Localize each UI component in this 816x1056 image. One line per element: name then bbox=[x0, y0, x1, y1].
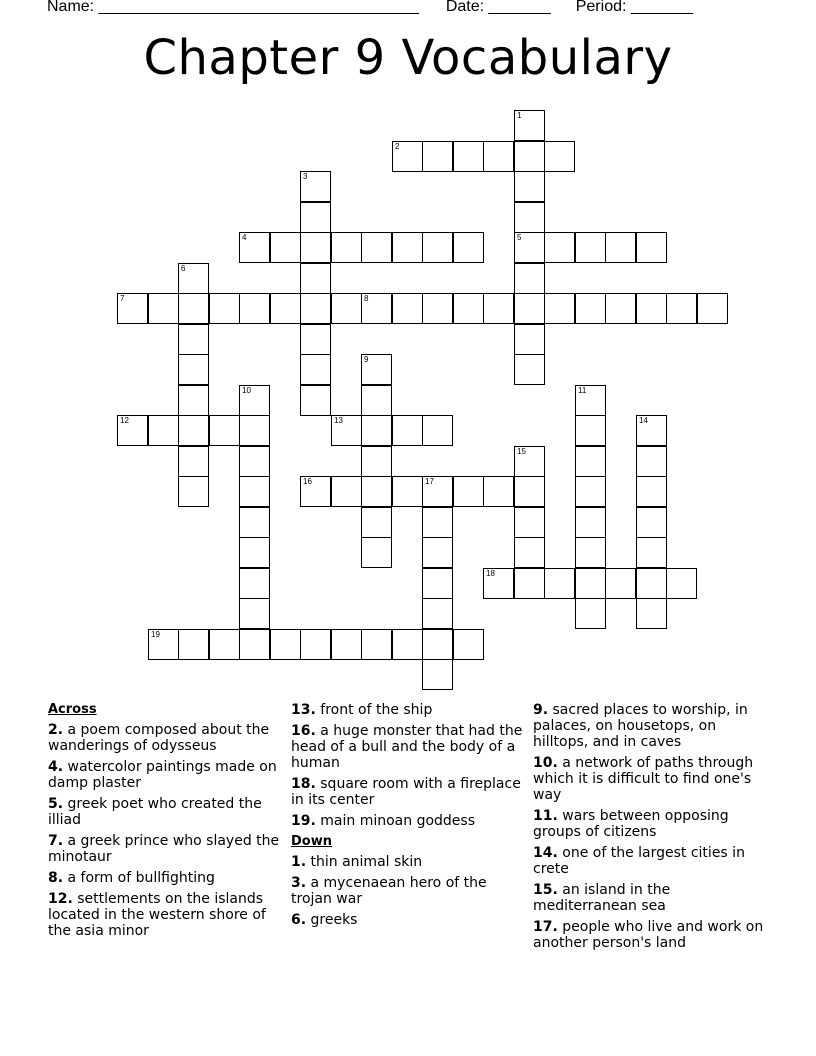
crossword-cell[interactable] bbox=[575, 385, 606, 416]
crossword-cell[interactable] bbox=[514, 263, 545, 294]
crossword-cell[interactable] bbox=[544, 293, 575, 324]
crossword-cell[interactable] bbox=[575, 293, 606, 324]
crossword-cell[interactable] bbox=[178, 476, 209, 507]
crossword-cell[interactable] bbox=[514, 446, 545, 477]
crossword-cell[interactable] bbox=[483, 568, 514, 599]
crossword-cell[interactable] bbox=[331, 232, 362, 263]
crossword-cell[interactable] bbox=[636, 476, 667, 507]
crossword-cell[interactable] bbox=[453, 293, 484, 324]
crossword-cell[interactable] bbox=[605, 568, 636, 599]
crossword-cell[interactable] bbox=[239, 507, 270, 538]
crossword-cell[interactable] bbox=[514, 537, 545, 568]
crossword-cell[interactable] bbox=[361, 354, 392, 385]
crossword-cell[interactable] bbox=[636, 232, 667, 263]
crossword-cell[interactable] bbox=[453, 141, 484, 172]
clue-item: 1. thin animal skin bbox=[291, 854, 423, 870]
crossword-cell[interactable] bbox=[239, 446, 270, 477]
clue-number: 13 bbox=[334, 416, 343, 425]
clue-item: 10. a network of paths through which it is difficult to find one's way bbox=[533, 755, 754, 803]
crossword-cell[interactable] bbox=[239, 232, 270, 263]
clue-number: 4 bbox=[242, 233, 247, 242]
crossword-cell[interactable] bbox=[514, 202, 545, 233]
crossword-cell[interactable] bbox=[514, 324, 545, 355]
clue-number: 7 bbox=[120, 294, 125, 303]
crossword-cell[interactable] bbox=[666, 568, 697, 599]
crossword-cell[interactable] bbox=[117, 415, 148, 446]
crossword-cell[interactable] bbox=[453, 629, 484, 660]
clue-column-2 bbox=[291, 700, 526, 933]
clue-item: 18. square room with a fireplace in its center bbox=[291, 776, 521, 808]
crossword-cell[interactable] bbox=[636, 415, 667, 446]
crossword-cell[interactable] bbox=[178, 354, 209, 385]
crossword-cell[interactable] bbox=[636, 446, 667, 477]
crossword-cell[interactable] bbox=[270, 293, 301, 324]
crossword-cell[interactable] bbox=[422, 537, 453, 568]
crossword-cell[interactable] bbox=[300, 232, 331, 263]
clue-number: 1 bbox=[517, 111, 522, 120]
crossword-cell[interactable] bbox=[239, 293, 270, 324]
crossword-cell[interactable] bbox=[239, 568, 270, 599]
crossword-cell[interactable] bbox=[422, 232, 453, 263]
crossword-cell[interactable] bbox=[239, 415, 270, 446]
crossword-cell[interactable] bbox=[514, 354, 545, 385]
clue-item: 6. greeks bbox=[291, 912, 358, 928]
crossword-cell[interactable] bbox=[331, 629, 362, 660]
crossword-cell[interactable] bbox=[422, 568, 453, 599]
crossword-cell[interactable] bbox=[331, 293, 362, 324]
crossword-cell[interactable] bbox=[148, 415, 179, 446]
date-field[interactable]: _______ bbox=[488, 0, 551, 15]
crossword-cell[interactable] bbox=[300, 324, 331, 355]
crossword-cell[interactable] bbox=[178, 293, 209, 324]
crossword-cell[interactable] bbox=[422, 415, 453, 446]
clue-item: 9. sacred places to worship, in palaces, on housetops, on hilltops, and in caves bbox=[533, 702, 748, 750]
crossword-cell[interactable] bbox=[697, 293, 728, 324]
crossword-cell[interactable] bbox=[514, 293, 545, 324]
clue-list-col1 bbox=[48, 722, 283, 939]
crossword-cell[interactable] bbox=[605, 293, 636, 324]
crossword-cell[interactable] bbox=[636, 507, 667, 538]
clue-item: 8. a form of bullfighting bbox=[48, 870, 215, 886]
crossword-cell[interactable] bbox=[361, 629, 392, 660]
crossword-cell[interactable] bbox=[575, 232, 606, 263]
across-heading: Across bbox=[48, 702, 97, 717]
crossword-cell[interactable] bbox=[422, 507, 453, 538]
crossword-cell[interactable] bbox=[331, 476, 362, 507]
clue-number: 10 bbox=[242, 386, 251, 395]
crossword-cell[interactable] bbox=[117, 293, 148, 324]
crossword-cell[interactable] bbox=[514, 568, 545, 599]
clue-item: 13. front of the ship bbox=[291, 702, 433, 718]
crossword-cell[interactable] bbox=[514, 171, 545, 202]
crossword-cell[interactable] bbox=[361, 385, 392, 416]
crossword-cell[interactable] bbox=[575, 507, 606, 538]
crossword-cell[interactable] bbox=[392, 629, 423, 660]
crossword-cell[interactable] bbox=[270, 232, 301, 263]
crossword-cell[interactable] bbox=[666, 293, 697, 324]
crossword-cell[interactable] bbox=[453, 476, 484, 507]
crossword-cell[interactable] bbox=[270, 629, 301, 660]
clue-column-3 bbox=[533, 700, 768, 956]
down-heading: Down bbox=[291, 834, 332, 849]
clue-number: 15 bbox=[517, 447, 526, 456]
clue-item: 7. a greek prince who slayed the minotaur bbox=[48, 833, 280, 865]
crossword-cell[interactable] bbox=[300, 263, 331, 294]
crossword-cell[interactable] bbox=[239, 629, 270, 660]
clue-number: 17 bbox=[425, 477, 434, 486]
crossword-cell[interactable] bbox=[392, 415, 423, 446]
clue-number: 3 bbox=[303, 172, 308, 181]
crossword-cell[interactable] bbox=[544, 232, 575, 263]
clue-item: 11. wars between opposing groups of citizens bbox=[533, 808, 729, 840]
clue-item: 3. a mycenaean hero of the trojan war bbox=[291, 875, 487, 907]
crossword-cell[interactable] bbox=[178, 324, 209, 355]
crossword-cell[interactable] bbox=[605, 232, 636, 263]
period-field[interactable]: _______ bbox=[630, 0, 694, 15]
clue-number: 9 bbox=[364, 355, 369, 364]
crossword-cell[interactable] bbox=[148, 293, 179, 324]
clue-number: 19 bbox=[151, 630, 160, 639]
crossword-cell[interactable] bbox=[514, 232, 545, 263]
clue-item: 19. main minoan goddess bbox=[291, 813, 475, 829]
crossword-cell[interactable] bbox=[209, 415, 240, 446]
crossword-cell[interactable] bbox=[239, 598, 270, 629]
crossword-cell[interactable] bbox=[300, 171, 331, 202]
crossword-cell[interactable] bbox=[422, 659, 453, 690]
crossword-cell[interactable] bbox=[361, 293, 392, 324]
crossword-cell[interactable] bbox=[300, 202, 331, 233]
crossword-cell[interactable] bbox=[300, 354, 331, 385]
date-label: Date: bbox=[445, 0, 485, 15]
crossword-cell[interactable] bbox=[148, 629, 179, 660]
crossword-cell[interactable] bbox=[422, 629, 453, 660]
crossword-cell[interactable] bbox=[575, 446, 606, 477]
clue-number: 14 bbox=[639, 416, 648, 425]
crossword-cell[interactable] bbox=[178, 629, 209, 660]
crossword-cell[interactable] bbox=[361, 232, 392, 263]
crossword-cell[interactable] bbox=[300, 629, 331, 660]
crossword-cell[interactable] bbox=[300, 476, 331, 507]
crossword-cell[interactable] bbox=[239, 476, 270, 507]
crossword-cell[interactable] bbox=[514, 110, 545, 141]
crossword-cell[interactable] bbox=[422, 141, 453, 172]
clue-number: 6 bbox=[181, 264, 186, 273]
clue-number: 16 bbox=[303, 477, 312, 486]
crossword-cell[interactable] bbox=[514, 507, 545, 538]
crossword-cell[interactable] bbox=[422, 476, 453, 507]
crossword-cell[interactable] bbox=[575, 415, 606, 446]
clue-number: 2 bbox=[395, 142, 400, 151]
crossword-cell[interactable] bbox=[514, 476, 545, 507]
crossword-cell[interactable] bbox=[422, 598, 453, 629]
crossword-cell[interactable] bbox=[636, 537, 667, 568]
crossword-cell[interactable] bbox=[361, 507, 392, 538]
crossword-cell[interactable] bbox=[483, 141, 514, 172]
crossword-cell[interactable] bbox=[361, 446, 392, 477]
name-field[interactable]: ____________________________________ bbox=[98, 0, 419, 15]
crossword-cell[interactable] bbox=[575, 537, 606, 568]
crossword-cell[interactable] bbox=[178, 263, 209, 294]
clue-item: 15. an island in the mediterranean sea bbox=[533, 882, 671, 914]
clue-number: 11 bbox=[578, 386, 587, 395]
crossword-cell[interactable] bbox=[392, 232, 423, 263]
clue-number: 18 bbox=[486, 569, 495, 578]
crossword-cell[interactable] bbox=[361, 537, 392, 568]
crossword-cell[interactable] bbox=[575, 476, 606, 507]
crossword-cell[interactable] bbox=[575, 568, 606, 599]
crossword-cell[interactable] bbox=[636, 598, 667, 629]
crossword-cell[interactable] bbox=[636, 293, 667, 324]
crossword-cell[interactable] bbox=[453, 232, 484, 263]
crossword-cell[interactable] bbox=[544, 568, 575, 599]
crossword-cell[interactable] bbox=[392, 141, 423, 172]
clue-item: 4. watercolor paintings made on damp plaster bbox=[48, 759, 277, 791]
clue-number: 12 bbox=[120, 416, 129, 425]
crossword-cell[interactable] bbox=[239, 385, 270, 416]
period-label: Period: bbox=[575, 0, 627, 15]
crossword-cell[interactable] bbox=[422, 293, 453, 324]
crossword-cell[interactable] bbox=[178, 446, 209, 477]
crossword-cell[interactable] bbox=[483, 476, 514, 507]
clue-number: 8 bbox=[364, 294, 369, 303]
crossword-cell[interactable] bbox=[483, 293, 514, 324]
crossword-cell[interactable] bbox=[239, 537, 270, 568]
crossword-cell[interactable] bbox=[178, 385, 209, 416]
crossword-cell[interactable] bbox=[209, 629, 240, 660]
clue-item: 2. a poem composed about the wanderings of odysseus bbox=[48, 722, 270, 754]
crossword-cell[interactable] bbox=[544, 141, 575, 172]
crossword-cell[interactable] bbox=[300, 293, 331, 324]
clue-item: 14. one of the largest cities in crete bbox=[533, 845, 745, 877]
crossword-cell[interactable] bbox=[392, 293, 423, 324]
crossword-cell[interactable] bbox=[331, 415, 362, 446]
crossword-cell[interactable] bbox=[514, 141, 545, 172]
crossword-cell[interactable] bbox=[361, 415, 392, 446]
crossword-cell[interactable] bbox=[209, 293, 240, 324]
clue-item: 12. settlements on the islands located in the western shore of the asia minor bbox=[48, 891, 266, 939]
clue-item: 5. greek poet who created the illiad bbox=[48, 796, 262, 828]
name-label: Name: bbox=[47, 0, 95, 15]
crossword-cell[interactable] bbox=[636, 568, 667, 599]
page-title: Chapter 9 Vocabulary bbox=[143, 30, 673, 86]
crossword-cell[interactable] bbox=[178, 415, 209, 446]
clue-number: 5 bbox=[517, 233, 522, 242]
crossword-cell[interactable] bbox=[392, 476, 423, 507]
crossword-cell[interactable] bbox=[361, 476, 392, 507]
clue-item: 16. a huge monster that had the head of a bull and the body of a human bbox=[291, 723, 523, 771]
clue-column-1 bbox=[48, 700, 283, 944]
crossword-cell[interactable] bbox=[300, 385, 331, 416]
clue-item: 17. people who live and work on another person's land bbox=[533, 919, 764, 951]
crossword-cell[interactable] bbox=[575, 598, 606, 629]
